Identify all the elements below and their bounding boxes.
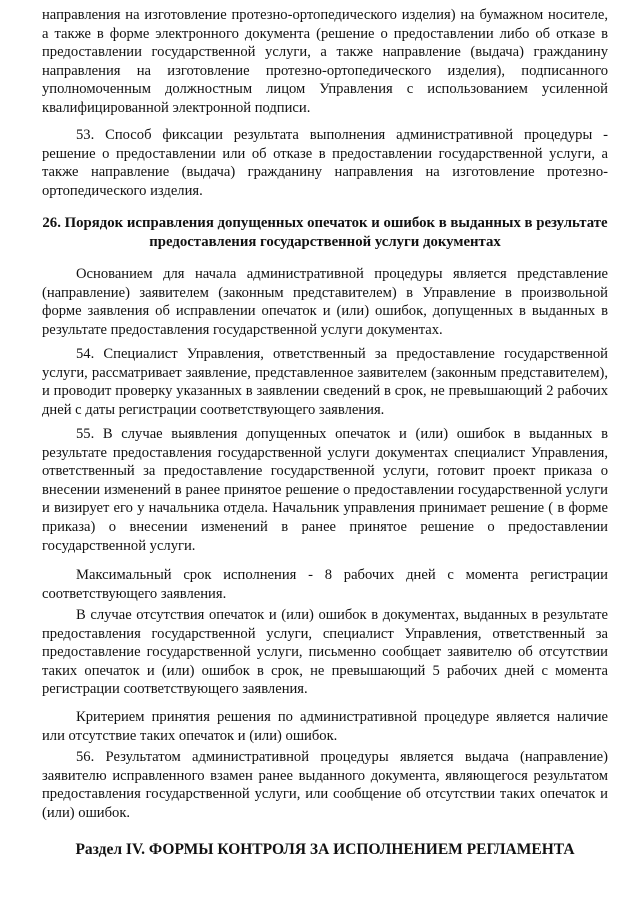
paragraph-53: 53. Способ фиксации результата выполнения административной процедуры - решение о предоставлении или об отказе в предоставлении государственной услуги, а также направление (выдача) гражданину направления на изготовление протезно-ортопедического изделия. <box>42 127 608 199</box>
section-iv-title: Раздел IV. ФОРМЫ КОНТРОЛЯ ЗА ИСПОЛНЕНИЕМ РЕГЛАМЕНТА <box>75 841 575 858</box>
paragraph-56: 56. Результатом административной процедуры является выдача (направление) заявителю исправленного взамен ранее выданного документа, являющегося результатом предоставления государственной услуги, или сообщение об отсутствии таких опечаток и (или) ошибок. <box>42 749 608 821</box>
paragraph-55: 55. В случае выявления допущенных опечаток и (или) ошибок в выданных в результате предоставления государственной услуги документах специалист Управления, ответственный за предоставление государственной услуги, готовит проект приказа о внесении изменений в ранее принятое решение о предоставлении государственной услуги и визирует его у начальника отдела. Начальник управления принимает решение ( в форме приказа) о внесении изменений в ранее принятое решение о предоставлении государственной услуги. <box>42 426 608 554</box>
heading-section-26: 26. Порядок исправления допущенных опечаток и ошибок в выданных в результате предоставления государственной услуги документах <box>42 215 608 250</box>
paragraph-basis: Основанием для начала административной процедуры является представление (направление) заявителем (законным представителем) в Управление в произвольной форме заявления об исправлении опечаток и (или) ошибок, допущенных в выданных в результате предоставления государственной услуги документах. <box>42 266 608 338</box>
paragraph-no-errors: В случае отсутствия опечаток и (или) ошибок в документах, выданных в результате предоставления государственной услуги, специалист Управления, ответственный за предоставление государственной услуги, письменно сообщает заявителю об отсутствии таких опечаток и (или) ошибок в срок, не превышающий 5 рабочих дней с момента регистрации соответствующего заявления. <box>42 607 608 698</box>
paragraph-criterion: Критерием принятия решения по административной процедуре является наличие или отсутствие таких опечаток и (или) ошибок. <box>42 709 608 744</box>
paragraph-result-issuance: направления на изготовление протезно-ортопедического изделия) на бумажном носителе, а также в форме электронного документа (решение о предоставлении либо об отказе в предоставлении государственной услуги, а также направление (выдача) гражданину направления на изготовление протезно-ортопедического изделия), подписанного уполномоченным должностным лицом Управления с использованием усиленной квалифицированной электронной подписи. <box>42 7 608 116</box>
paragraph-max-term: Максимальный срок исполнения - 8 рабочих дней с момента регистрации соответствующего заявления. <box>42 567 608 602</box>
paragraph-54: 54. Специалист Управления, ответственный за предоставление государственной услуги, рассматривает заявление, представленное заявителем (законным представителем), и проводит проверку указанных в заявлении сведений в срок, не превышающий 2 рабочих дней с даты регистрации соответствующего заявления. <box>42 346 608 418</box>
